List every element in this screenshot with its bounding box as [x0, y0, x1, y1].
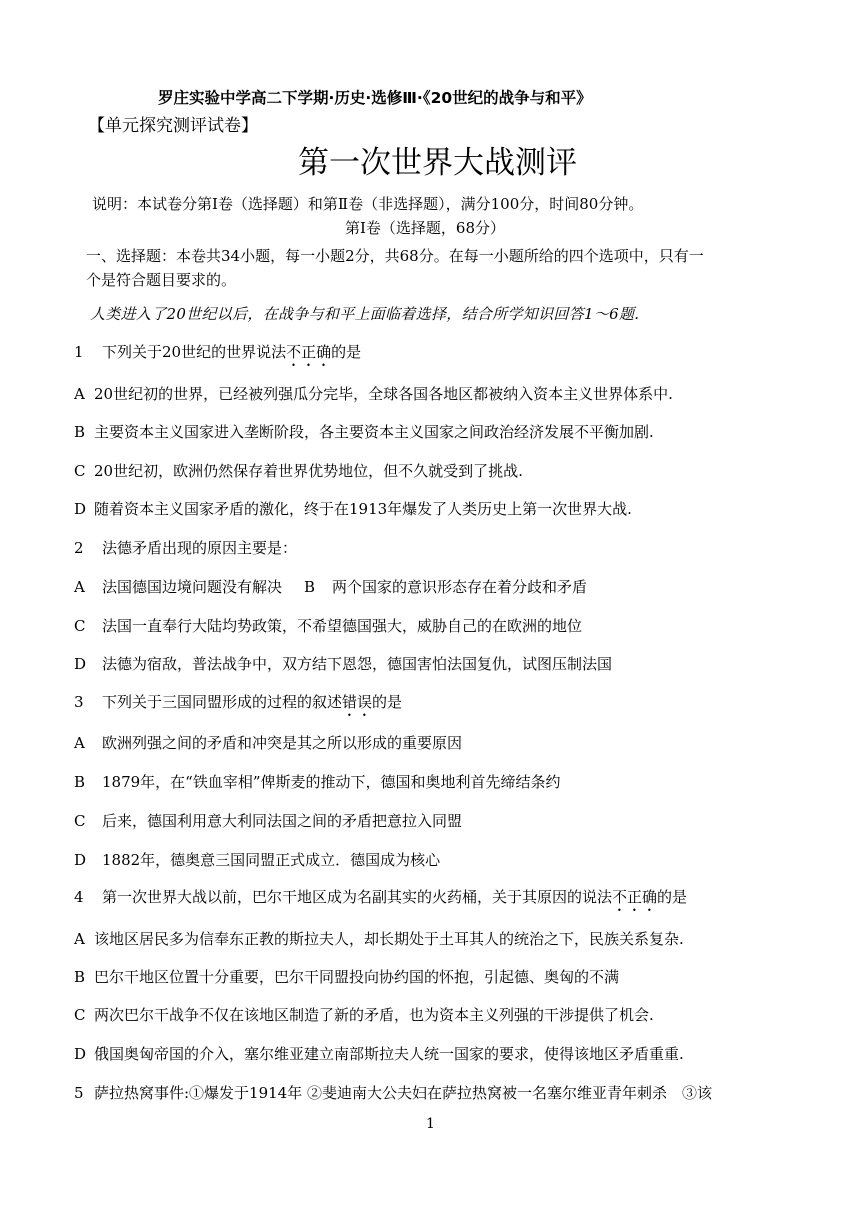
- option-text: 1879年，在“铁血宰相”俾斯麦的推动下，德国和奥地利首先缔结条约: [102, 773, 561, 791]
- question-3-option-a: [74, 733, 462, 753]
- option-label: D: [74, 1045, 87, 1063]
- question-1-option-b: [74, 422, 654, 442]
- option-text: 1882年，德奥意三国同盟正式成立．德国成为核心: [102, 851, 441, 869]
- option-text: 该地区居民多为信奉东正教的斯拉夫人，却长期处于土耳其人的统治之下，民族关系复杂.: [94, 930, 684, 948]
- option-text: 欧洲列强之间的矛盾和冲突是其之所以形成的重要原因: [102, 734, 463, 752]
- option-label: D: [74, 851, 87, 869]
- question-2-options-ab: [74, 577, 587, 597]
- option-text: 20世纪初的世界，已经被列强瓜分完毕，全球各国各地区都被纳入资本主义世界体系中.: [94, 385, 673, 403]
- stem-text: 萨拉热窝事件:①爆发于1914年 ②斐迪南大公夫妇在萨拉热窝被一名塞尔维亚青年刺杀 ③该: [94, 1084, 712, 1102]
- paper-tag: 【单元探究测评试卷】: [88, 116, 258, 136]
- option-label: A: [74, 930, 85, 948]
- question-2-option-d: [74, 654, 612, 674]
- question-number: 5: [74, 1084, 84, 1102]
- option-text: 法国德国边境问题没有解决: [102, 578, 283, 596]
- stem-text: 法德矛盾出现的原因主要是：: [102, 539, 298, 557]
- option-text: 主要资本主义国家进入垄断阶段，各主要资本主义国家之间政治经济发展不平衡加剧.: [94, 423, 654, 441]
- option-text: 后来，德国利用意大利同法国之间的矛盾把意拉入同盟: [102, 812, 463, 830]
- stem-text: 的是: [372, 693, 403, 711]
- option-label: A: [74, 385, 85, 403]
- page-title: 第一次世界大战测评: [298, 145, 577, 181]
- option-text: 20世纪初，欧洲仍然保存着世界优势地位，但不久就受到了挑战.: [94, 462, 523, 480]
- page-number: 1: [426, 1116, 435, 1132]
- question-1-stem: [74, 342, 361, 370]
- option-label: C: [74, 812, 86, 830]
- question-4-stem: [74, 887, 687, 915]
- option-label: A: [74, 578, 85, 596]
- question-2-option-c: [74, 616, 582, 636]
- option-label: C: [74, 617, 86, 635]
- option-label: B: [74, 968, 86, 986]
- option-text: 俄国奥匈帝国的介入，塞尔维亚建立南部斯拉夫人统一国家的要求，使得该地区矛盾重重.: [94, 1045, 684, 1063]
- question-3-option-c: [74, 811, 462, 831]
- option-text: 两次巴尔干战争不仅在该地区制造了新的矛盾，也为资本主义列强的干涉提供了机会.: [94, 1006, 654, 1024]
- question-5-stem: [74, 1083, 712, 1103]
- option-label: D: [74, 655, 87, 673]
- question-number: 3: [74, 693, 84, 711]
- question-4-option-b: [74, 967, 619, 987]
- question-4-option-a: [74, 929, 684, 949]
- option-text: 法国一直奉行大陆均势政策，不希望德国强大，威胁自己的在欧洲的地位: [102, 617, 583, 635]
- section1-line2: 个是符合题目要求的。: [86, 271, 237, 289]
- school-header: 罗庄实验中学高二下学期·历史·选修Ⅲ·《20世纪的战争与和平》: [158, 89, 592, 107]
- question-number: 4: [74, 888, 84, 906]
- stem-text: 的是: [331, 343, 362, 361]
- stem-text: 的是: [657, 888, 688, 906]
- option-label: B: [74, 773, 86, 791]
- exam-instructions: 说明：本试卷分第Ⅰ卷（选择题）和第Ⅱ卷（非选择题），满分100分，时间80分钟。: [92, 195, 644, 213]
- option-text: 法德为宿敌，普法战争中，双方结下恩怨，德国害怕法国复仇，试图压制法国: [102, 655, 613, 673]
- option-text: 随着资本主义国家矛盾的激化，终于在1913年爆发了人类历史上第一次世界大战.: [94, 500, 632, 518]
- emphasis-text: 不正确: [612, 888, 658, 906]
- question-1-option-c: [74, 461, 523, 481]
- question-2-stem: [74, 538, 297, 558]
- question-4-option-d: [74, 1044, 684, 1064]
- option-label: A: [74, 734, 85, 752]
- part1-title: 第Ⅰ卷（选择题，68分）: [345, 219, 506, 237]
- question-1-option-d: [74, 499, 632, 519]
- question-number: 2: [74, 539, 84, 557]
- emphasis-text: 错误: [342, 693, 373, 711]
- stem-text: 第一次世界大战以前，巴尔干地区成为名副其实的火药桶，关于其原因的说法: [102, 888, 613, 906]
- option-label: C: [74, 462, 86, 480]
- emphasis-text: 不正确: [286, 343, 332, 361]
- question-3-option-d: [74, 850, 440, 870]
- question-3-option-b: [74, 772, 561, 792]
- option-label: B: [304, 578, 316, 596]
- stem-text: 下列关于20世纪的世界说法: [102, 343, 287, 361]
- question-3-stem: [74, 692, 402, 720]
- option-text: 巴尔干地区位置十分重要，巴尔干同盟投向协约国的怀抱，引起德、奥匈的不满: [94, 968, 620, 986]
- option-label: B: [74, 423, 86, 441]
- question-4-option-c: [74, 1005, 654, 1025]
- option-label: C: [74, 1006, 86, 1024]
- section1-line1: 一、选择题：本卷共34小题，每一小题2分，共68分。在每一小题所给的四个选项中，只有一: [86, 247, 704, 265]
- question-1-option-a: [74, 384, 673, 404]
- question-group-intro: 人类进入了20世纪以后，在战争与和平上面临着选择，结合所学知识回答1～6题.: [90, 305, 640, 323]
- stem-text: 下列关于三国同盟形成的过程的叙述: [102, 693, 343, 711]
- option-label: D: [74, 500, 87, 518]
- question-number: 1: [74, 343, 84, 361]
- option-text: 两个国家的意识形态存在着分歧和矛盾: [332, 578, 588, 596]
